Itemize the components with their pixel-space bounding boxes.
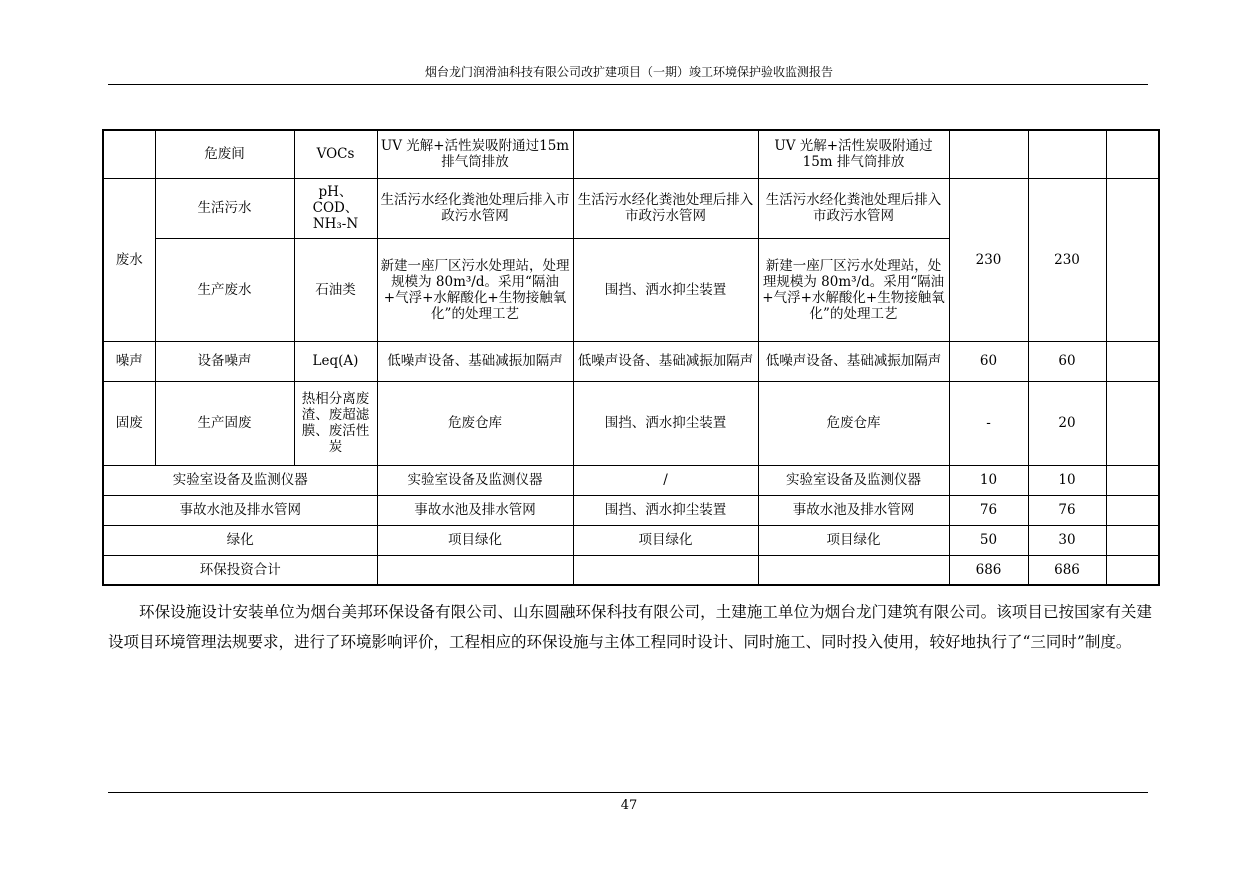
actual-measure-cell: 新建一座厂区污水处理站，处理规模为 80m³/d。采用“隔油+气浮+水解酸化+生物接触氧化”的处理工艺 bbox=[758, 238, 949, 341]
eia-measure-cell: 事故水池及排水管网 bbox=[377, 495, 573, 525]
actual-measure-cell: UV 光解+活性炭吸附通过 15m 排气筒排放 bbox=[758, 130, 949, 178]
table-row bbox=[103, 341, 1159, 381]
remark-cell bbox=[1106, 130, 1159, 178]
actual-measure-cell: 低噪声设备、基础减振加隔声 bbox=[758, 341, 949, 381]
item-cell: 实验室设备及监测仪器 bbox=[103, 465, 377, 495]
invest-actual-cell: 230 bbox=[1028, 178, 1106, 341]
invest-actual-cell bbox=[1028, 130, 1106, 178]
invest-actual-cell: 30 bbox=[1028, 525, 1106, 555]
actual-measure-cell: 事故水池及排水管网 bbox=[758, 495, 949, 525]
actual-measure-cell: 项目绿化 bbox=[758, 525, 949, 555]
item-cell: 生活污水 bbox=[155, 178, 294, 238]
item-cell: 事故水池及排水管网 bbox=[103, 495, 377, 525]
eia-measure-cell: 危废仓库 bbox=[377, 381, 573, 465]
table-row bbox=[103, 381, 1159, 465]
construction-measure-cell bbox=[573, 130, 758, 178]
remark-cell bbox=[1106, 555, 1159, 585]
footer-rule bbox=[108, 792, 1148, 793]
report-header-title: 烟台龙门润滑油科技有限公司改扩建项目（一期）竣工环境保护验收监测报告 bbox=[424, 65, 833, 79]
page-number: 47 bbox=[620, 798, 638, 813]
table-row bbox=[103, 495, 1159, 525]
table-row bbox=[103, 465, 1159, 495]
invest-plan-cell: 10 bbox=[949, 465, 1028, 495]
paragraph-text: 环保设施设计安装单位为烟台美邦环保设备有限公司、山东圆融环保科技有限公司，土建施工单位为烟台龙门建筑有限公司。该项目已按国家有关建设项目环境管理法规要求，进行了环境影响评价，工程相应的环保设施与主体工程同时设计、同时施工、同时投入使用，较好地执行了“三同时”制度。 bbox=[108, 603, 1152, 651]
invest-actual-cell: 10 bbox=[1028, 465, 1106, 495]
construction-measure-cell: / bbox=[573, 465, 758, 495]
invest-plan-cell bbox=[949, 130, 1028, 178]
table-row bbox=[103, 525, 1159, 555]
pollutant-cell: 热相分离废渣、废超滤膜、废活性炭 bbox=[294, 381, 377, 465]
construction-measure-cell bbox=[573, 555, 758, 585]
eia-measure-cell: 生活污水经化粪池处理后排入市政污水管网 bbox=[377, 178, 573, 238]
pollutant-cell: pH、COD、NH₃-N bbox=[294, 178, 377, 238]
actual-measure-cell bbox=[758, 555, 949, 585]
category-cell bbox=[103, 130, 155, 178]
pollutant-cell: VOCs bbox=[294, 130, 377, 178]
invest-plan-cell: 76 bbox=[949, 495, 1028, 525]
eia-measure-cell: 实验室设备及监测仪器 bbox=[377, 465, 573, 495]
construction-measure-cell: 围挡、洒水抑尘装置 bbox=[573, 238, 758, 341]
category-cell: 固废 bbox=[103, 381, 155, 465]
item-cell: 危废间 bbox=[155, 130, 294, 178]
eia-measure-cell: 低噪声设备、基础减振加隔声 bbox=[377, 341, 573, 381]
total-label-cell: 环保投资合计 bbox=[103, 555, 377, 585]
remark-cell bbox=[1106, 465, 1159, 495]
item-cell: 设备噪声 bbox=[155, 341, 294, 381]
table-row bbox=[103, 178, 1159, 238]
environmental-investment-table bbox=[102, 129, 1160, 586]
body-paragraph bbox=[108, 597, 1152, 657]
construction-measure-cell: 围挡、洒水抑尘装置 bbox=[573, 495, 758, 525]
invest-actual-cell: 20 bbox=[1028, 381, 1106, 465]
construction-measure-cell: 低噪声设备、基础减振加隔声 bbox=[573, 341, 758, 381]
eia-measure-cell: UV 光解+活性炭吸附通过15m 排气筒排放 bbox=[377, 130, 573, 178]
header-rule bbox=[108, 84, 1148, 85]
remark-cell bbox=[1106, 178, 1159, 341]
pollutant-cell: 石油类 bbox=[294, 238, 377, 341]
remark-cell bbox=[1106, 525, 1159, 555]
actual-measure-cell: 实验室设备及监测仪器 bbox=[758, 465, 949, 495]
construction-measure-cell: 围挡、洒水抑尘装置 bbox=[573, 381, 758, 465]
invest-plan-cell: - bbox=[949, 381, 1028, 465]
invest-actual-cell: 60 bbox=[1028, 341, 1106, 381]
invest-actual-cell: 76 bbox=[1028, 495, 1106, 525]
item-cell: 生产废水 bbox=[155, 238, 294, 341]
item-cell: 绿化 bbox=[103, 525, 377, 555]
actual-measure-cell: 危废仓库 bbox=[758, 381, 949, 465]
table-row bbox=[103, 555, 1159, 585]
actual-measure-cell: 生活污水经化粪池处理后排入市政污水管网 bbox=[758, 178, 949, 238]
remark-cell bbox=[1106, 381, 1159, 465]
construction-measure-cell: 项目绿化 bbox=[573, 525, 758, 555]
table-row bbox=[103, 130, 1159, 178]
eia-measure-cell bbox=[377, 555, 573, 585]
construction-measure-cell: 生活污水经化粪池处理后排入市政污水管网 bbox=[573, 178, 758, 238]
eia-measure-cell: 新建一座厂区污水处理站，处理规模为 80m³/d。采用“隔油+气浮+水解酸化+生物接触氧化”的处理工艺 bbox=[377, 238, 573, 341]
invest-plan-cell: 50 bbox=[949, 525, 1028, 555]
item-cell: 生产固废 bbox=[155, 381, 294, 465]
invest-plan-cell: 60 bbox=[949, 341, 1028, 381]
invest-plan-cell: 686 bbox=[949, 555, 1028, 585]
remark-cell bbox=[1106, 341, 1159, 381]
invest-plan-cell: 230 bbox=[949, 178, 1028, 341]
category-cell: 噪声 bbox=[103, 341, 155, 381]
remark-cell bbox=[1106, 495, 1159, 525]
category-cell: 废水 bbox=[103, 178, 155, 341]
eia-measure-cell: 项目绿化 bbox=[377, 525, 573, 555]
invest-actual-cell: 686 bbox=[1028, 555, 1106, 585]
pollutant-cell: Leq(A) bbox=[294, 341, 377, 381]
